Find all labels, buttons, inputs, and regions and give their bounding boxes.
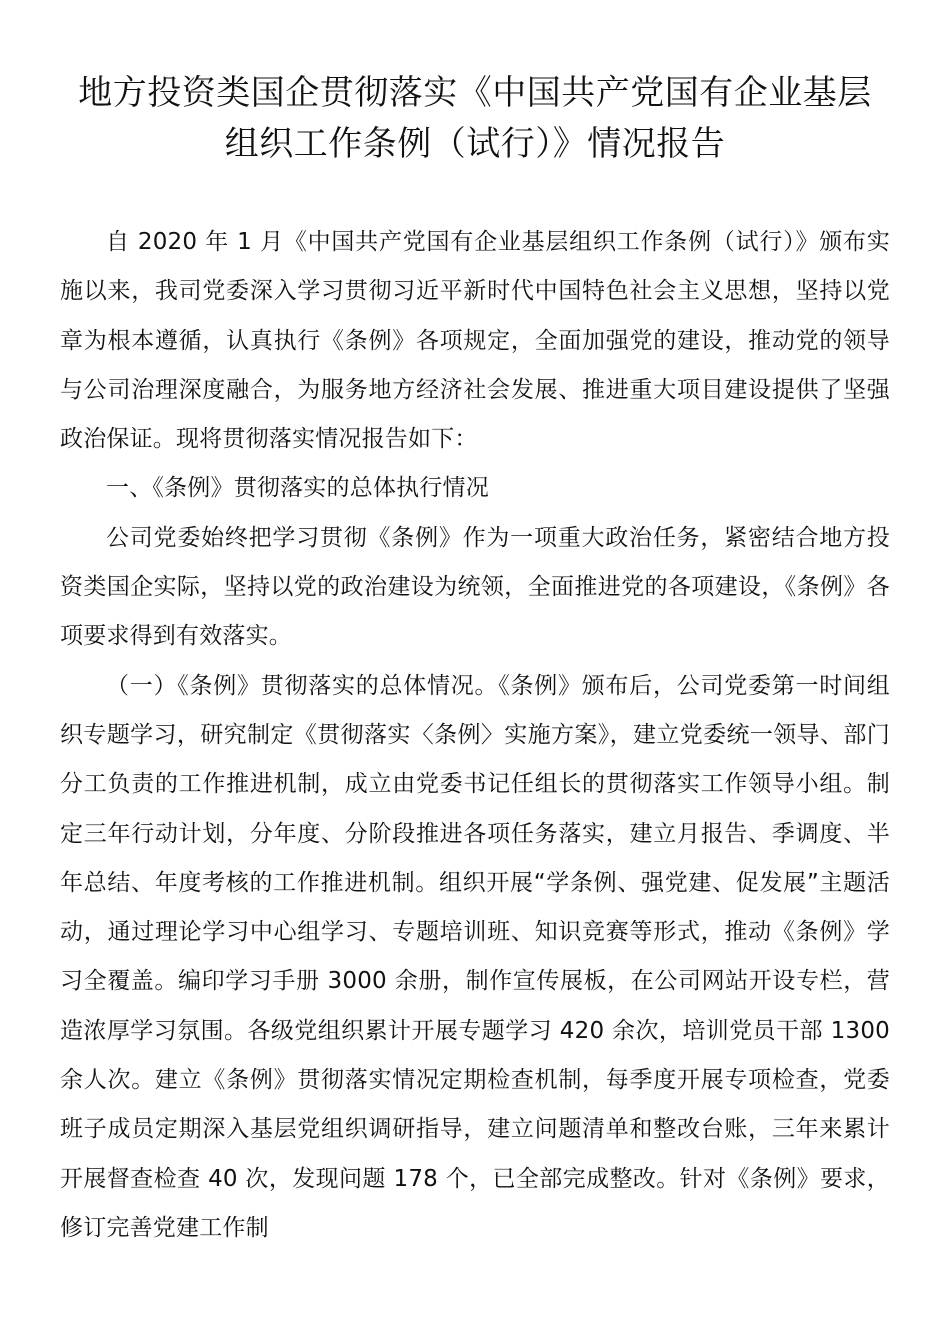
section-heading-1: 一、《条例》贯彻落实的总体执行情况 — [106, 475, 489, 502]
title-line-1: 地方投资类国企贯彻落实《中国共产党国有企业基层 — [78, 73, 872, 113]
paragraph-subsection-1: （一）《条例》贯彻落实的总体情况。《条例》颁布后，公司党委第一时间组织专题学习，研究制定《贯彻落实〈条例〉实施方案》，建立党委统一领导、部门分工负责的工作推进机制，成立由党委书记任组长的贯彻落实工作领导小组。制定三年行动计划，分年度、分阶段推进各项任务落实，建立月报告、季调度、半年总结、年度考核的工作推进机制。组织开展“学条例、强党建、促发展”主题活动，通过理论学习中心组学习、专题培训班、知识竞赛等形式，推动《条例》学习全覆盖。编印学习手册 3000 余册，制作宣传展板，在公司网站开设专栏，营造浓厚学习氛围。各级党组织累计开展专题学习 420 余次，培训党员干部 1300 余人次。建立《条例》贯彻落实情况定期检查机制，每季度开展专项检查，党委班子成员定期深入基层党组织调研指导，建立问题清单和整改台账，三年来累计开展督查检查 40 次，发现问题 178 个，已全部完成整改。针对《条例》要求，修订完善党建工作制 — [60, 672, 890, 1241]
document-title — [40, 68, 910, 170]
document-body — [60, 218, 890, 1253]
paragraph-intro: 自 2020 年 1 月《中国共产党国有企业基层组织工作条例（试行）》颁布实施以来，我司党委深入学习贯彻习近平新时代中国特色社会主义思想，坚持以党章为根本遵循，认真执行《条例》各项规定，全面加强党的建设，推动党的领导与公司治理深度融合，为服务地方经济社会发展、推进重大项目建设提供了坚强政治保证。现将贯彻落实情况报告如下： — [60, 229, 890, 453]
paragraph-overview: 公司党委始终把学习贯彻《条例》作为一项重大政治任务，紧密结合地方投资类国企实际，坚持以党的政治建设为统领，全面推进党的各项建设，《条例》各项要求得到有效落实。 — [60, 524, 890, 650]
title-line-2: 组织工作条例（试行）》情况报告 — [224, 124, 726, 164]
